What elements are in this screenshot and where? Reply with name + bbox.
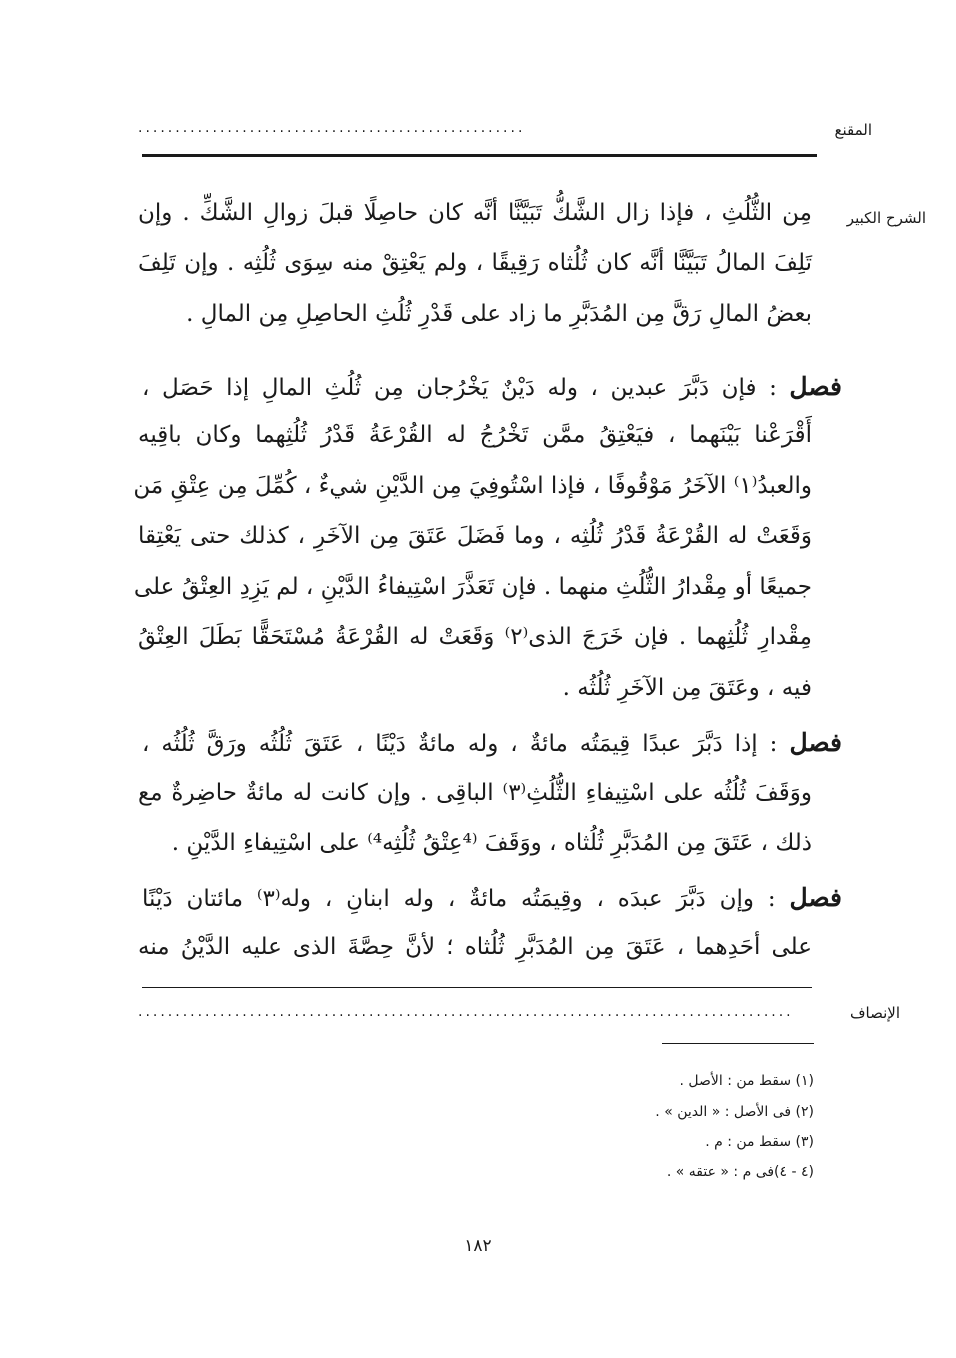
footnote: (١) سقط من : الأصل . (679, 1073, 814, 1089)
text-line: جميعًا أو مِقْدارُ الثُّلُثِ منهما . فإن تَعَذَّرَ اسْتِيفاءُ الدَّيْنِ ، لم يَزِدِ العِتْقُ على (133, 574, 812, 600)
text-line: أَقْرَعْنا بَيْنَهما ، فيَعْتِقُ ممَّن تَخْرُجُ له القُرْعَةُ قَدْرُ ثُلُثِهما وكان باقِيه (138, 422, 812, 448)
footnote: (٢) فى الأصل : « الدين » . (655, 1104, 814, 1120)
text-line: ووَقَفَ ثُلُثُه على اسْتِيفاءِ الثُّلُثِ⁽٣⁾ الباقِى . وإن كانت له مائةٌ حاضِرةٌ مع (138, 780, 813, 806)
text-line: : فإن دَبَّرَ عبدين ، وله دَيْنٌ يَخْرُجان مِن ثُلُثِ المالِ إذا حَصَل ، (142, 375, 777, 401)
margin-label-insaf: الإنصاف (849, 1004, 900, 1022)
section-heading: فصل (789, 372, 842, 401)
section-heading: فصل (789, 883, 843, 912)
text-line: بعضُ المالِ رَقَّ مِن المُدَبَّرِ ما زاد على قَدْرِ ثُلُثِ الحاصِلِ مِن المالِ . (186, 301, 812, 327)
text-line: وَقَعَتْ له القُرْعَةُ قَدْرُ ثُلُثِه ، وما فَضَلَ عَتَقَ مِن الآخَرِ ، كذلك حتى يَعْتِقا (138, 523, 812, 549)
footnote: (٤ - ٤)فى م : « عتقه » . (666, 1164, 814, 1180)
section-first-line (142, 885, 842, 911)
text-line: : إذا دَبَّرَ عبدًا قِيمَتُه مائةٌ ، وله مائةٌ دَيْنًا ، عَتَقَ ثُلُثُه ورَقَّ ثُلُثُه ، (142, 731, 778, 757)
bottom-dotted-leader: ........................................................................................ (138, 1004, 794, 1020)
header-rule (142, 154, 817, 157)
page-number: ١٨٢ (464, 1236, 492, 1256)
text-line: : وإن دَبَّرَ عبدَه ، وقِيمَتُه مائةٌ ، وله ابنانِ ، وله⁽٣⁾ مائتان دَيْنًا (142, 886, 776, 912)
section-heading: فصل (789, 728, 843, 757)
section-first-line (142, 374, 842, 400)
header-dotted-leader: .................................................... (138, 120, 526, 136)
text-line: على أحَدِهما ، عَتَقَ مِن المُدَبَّرِ ثُلُثاه ؛ لأنَّ حِصَّةَ الذى عليه الدَّيْنُ منه (138, 934, 812, 960)
footnote: (٣) سقط من : م . (705, 1134, 814, 1150)
section-first-line (142, 730, 842, 756)
text-line: تَلِفَ المالُ تَبَيَّنَّا أنَّه كان ثُلُثاه رَقِيقًا ، ولم يَعْتِقْ منه سِوَى ثُلُثِه . وإن تَلِفَ (138, 250, 812, 276)
text-line: مِقْدارِ ثُلُثِهما . فإن خَرَجَ الذى⁽٢⁾ وَقَعَتْ له القُرْعَةُ مُسْتَحَقًّا بَطَلَ العِتْقُ (138, 624, 812, 650)
margin-label-sharh: الشرح الكبير (846, 209, 926, 227)
bottom-rule (142, 987, 812, 988)
text-line: ذلك ، عَتَقَ مِن المُدَبَّرِ ثُلُثاه ، ووَقَفَ ⁽⁴عِتْقُ ثُلُثِه⁴⁾ على اسْتِيفاءِ الدَّيْنِ . (171, 830, 812, 856)
book-title: المقنع (834, 121, 872, 139)
text-line: فيه ، وعَتَقَ مِن الآخَرِ ثُلُثُه . (562, 675, 812, 701)
text-line: والعبدُ⁽١⁾ الآخَرُ مَوْقُوفًا ، فإذا اسْتُوفِيَ مِن الدَّيْنِ شيءٌ ، كُمِّلَ مِن عِتْقِ مَن (133, 473, 812, 499)
footnote-rule (662, 1043, 814, 1044)
text-line: مِن الثُّلُثِ ، فإذا زال الشَّكُّ تَبَيَّنَّا أنَّه كان حاصِلًا قبلَ زوالِ الشَّكِّ . وإن (138, 200, 812, 226)
